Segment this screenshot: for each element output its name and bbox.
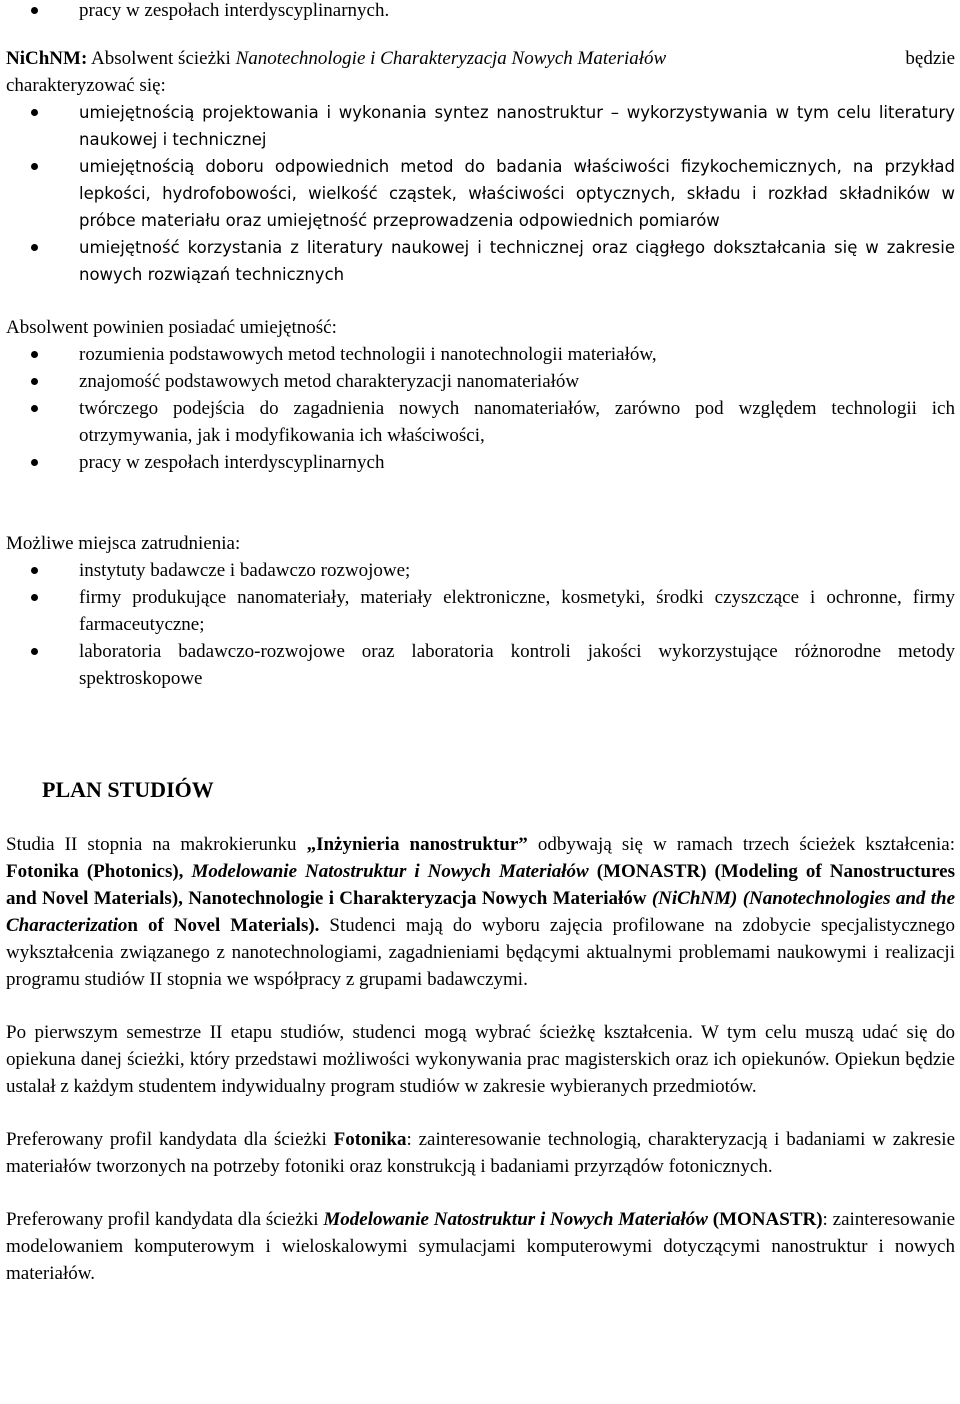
list-item: umiejętność korzystania z literatury naukowej i technicznej oraz ciągłego dokształcania się w zakresie nowych rozwiązań technicznych <box>6 234 955 288</box>
text-span: Studia II stopnia na makrokierunku <box>6 834 307 855</box>
nichnm-will: będzie <box>905 48 955 69</box>
spacer <box>6 288 955 314</box>
text-span: Preferowany profil kandydata dla ścieżki <box>6 1209 324 1230</box>
nichnm-intro <box>6 45 955 99</box>
nichnm-lead: Absolwent ścieżki <box>90 48 231 69</box>
track-monastr-code: (MONASTR) (Modeling of Nanostructures and Novel Materials), <box>6 861 955 909</box>
plan-paragraph-1 <box>6 831 955 993</box>
plan-paragraph-2: Po pierwszym semestrze II etapu studiów, studenci mogą wybrać ścieżkę kształcenia. W tym celu muszą udać się do opiekuna danej ścieżki, który przedstawi możliwości wykonywania prac magisterskich oraz ich opiekunów. Opiekun będzie ustalał z każdym studentem indywidualny program studiów w zakresie wybieranych przedmiotów. <box>6 1022 955 1097</box>
track-monastr-code: (MONASTR) <box>712 1209 823 1230</box>
spacer <box>6 24 955 45</box>
spacer <box>6 692 955 775</box>
list-item: umiejętnością doboru odpowiednich metod do badania właściwości fizykochemicznych, na przykład lepkości, hydrofobowości, wielkość cząstek, właściwości optycznych, składu i rozkład składników w próbce materiału oraz umiejętność przeprowadzenia odpowiednich pomiarów <box>6 153 955 234</box>
nichnm-cont: charakteryzować się: <box>6 75 166 96</box>
graduate-intro: Absolwent powinien posiadać umiejętność: <box>6 317 337 338</box>
track-nichnm-english-end: n of Novel Materials). <box>127 915 320 936</box>
text-span: Preferowany profil kandydata dla ścieżki <box>6 1129 334 1150</box>
text-span: odbywają się w ramach trzech ścieżek kształcenia: <box>527 834 956 855</box>
list-item: umiejętnością projektowania i wykonania syntez nanostruktur – wykorzystywania w tym celu literatury naukowej i technicznej <box>6 99 955 153</box>
text-span <box>589 861 597 882</box>
list-item: rozumienia podstawowych metod technologii i nanotechnologii materiałów, <box>6 341 955 368</box>
list-item: firmy produkujące nanomateriały, materiały elektroniczne, kosmetyki, środki czyszczące i ochronne, firmy farmaceutyczne; <box>6 584 955 638</box>
nichnm-track-name: Nanotechnologie i Charakteryzacja Nowych Materiałów <box>235 48 667 69</box>
list-item: pracy w zespołach interdyscyplinarnych. <box>6 0 955 24</box>
list-item: twórczego podejścia do zagadnienia nowych nanomateriałów, zarówno pod względem technologii ich otrzymywania, jak i modyfikowania ich właściwości, <box>6 395 955 449</box>
spacer <box>6 805 955 831</box>
employment-intro: Możliwe miejsca zatrudnienia: <box>6 533 241 554</box>
nichnm-label: NiChNM: <box>6 48 88 69</box>
plan-paragraph-3 <box>6 1126 955 1180</box>
graduate-bullet-list <box>6 341 955 476</box>
track-nichnm-name: Nanotechnologie i Charakteryzacja Nowych Materiałów <box>188 888 647 909</box>
list-item: laboratoria badawczo-rozwojowe oraz laboratoria kontroli jakości wykorzystujące różnorodne metody spektroskopowe <box>6 638 955 692</box>
nichnm-bullet-list <box>6 99 955 288</box>
list-item: znajomość podstawowych metod charakteryzacji nanomateriałów <box>6 368 955 395</box>
document-page <box>6 0 955 1287</box>
macro-name: „Inżynieria nanostruktur” <box>306 834 528 855</box>
plan-paragraph-4 <box>6 1206 955 1287</box>
track-nichnm-english: (NiChNM) (Nanotechnologies and the Characterizatio <box>6 888 956 936</box>
list-item: pracy w zespołach interdyscyplinarnych <box>6 449 955 476</box>
spacer <box>6 476 955 530</box>
track-monastr-name: Modelowanie Natostruktur i Nowych Materiałów <box>191 861 589 882</box>
spacer <box>6 993 955 1019</box>
text-span: Studenci mają do wyboru zajęcia profilowane na zdobycie specjalistycznego wykształcenia związanego z nanotechnologiami, zagadnieniami będącymi aktualnymi problemami naukowymi i realizacji programu studiów II stopnia we współpracy z grupami badawczymi. <box>6 915 956 990</box>
text-span: : zainteresowanie modelowaniem komputerowym i wieloskalowymi symulacjami komputerowymi dotyczącymi nanostruktur i nowych materiałów. <box>6 1209 956 1284</box>
track-fotonika: Fotonika (Photonics), <box>6 861 184 882</box>
spacer <box>6 1100 955 1126</box>
employment-bullet-list <box>6 557 955 692</box>
spacer <box>6 1180 955 1206</box>
section-heading: PLAN STUDIÓW <box>42 777 214 802</box>
track-fotonika: Fotonika <box>333 1129 407 1150</box>
track-monastr-name: Modelowanie Natostruktur i Nowych Materiałów <box>323 1209 708 1230</box>
top-bullet-list <box>6 0 955 24</box>
list-item: instytuty badawcze i badawczo rozwojowe; <box>6 557 955 584</box>
text-span: : zainteresowanie technologią, charakteryzacją i badaniami w zakresie materiałów tworzonych na potrzeby fotoniki oraz konstrukcją i badaniami przyrządów fotonicznych. <box>6 1129 956 1177</box>
